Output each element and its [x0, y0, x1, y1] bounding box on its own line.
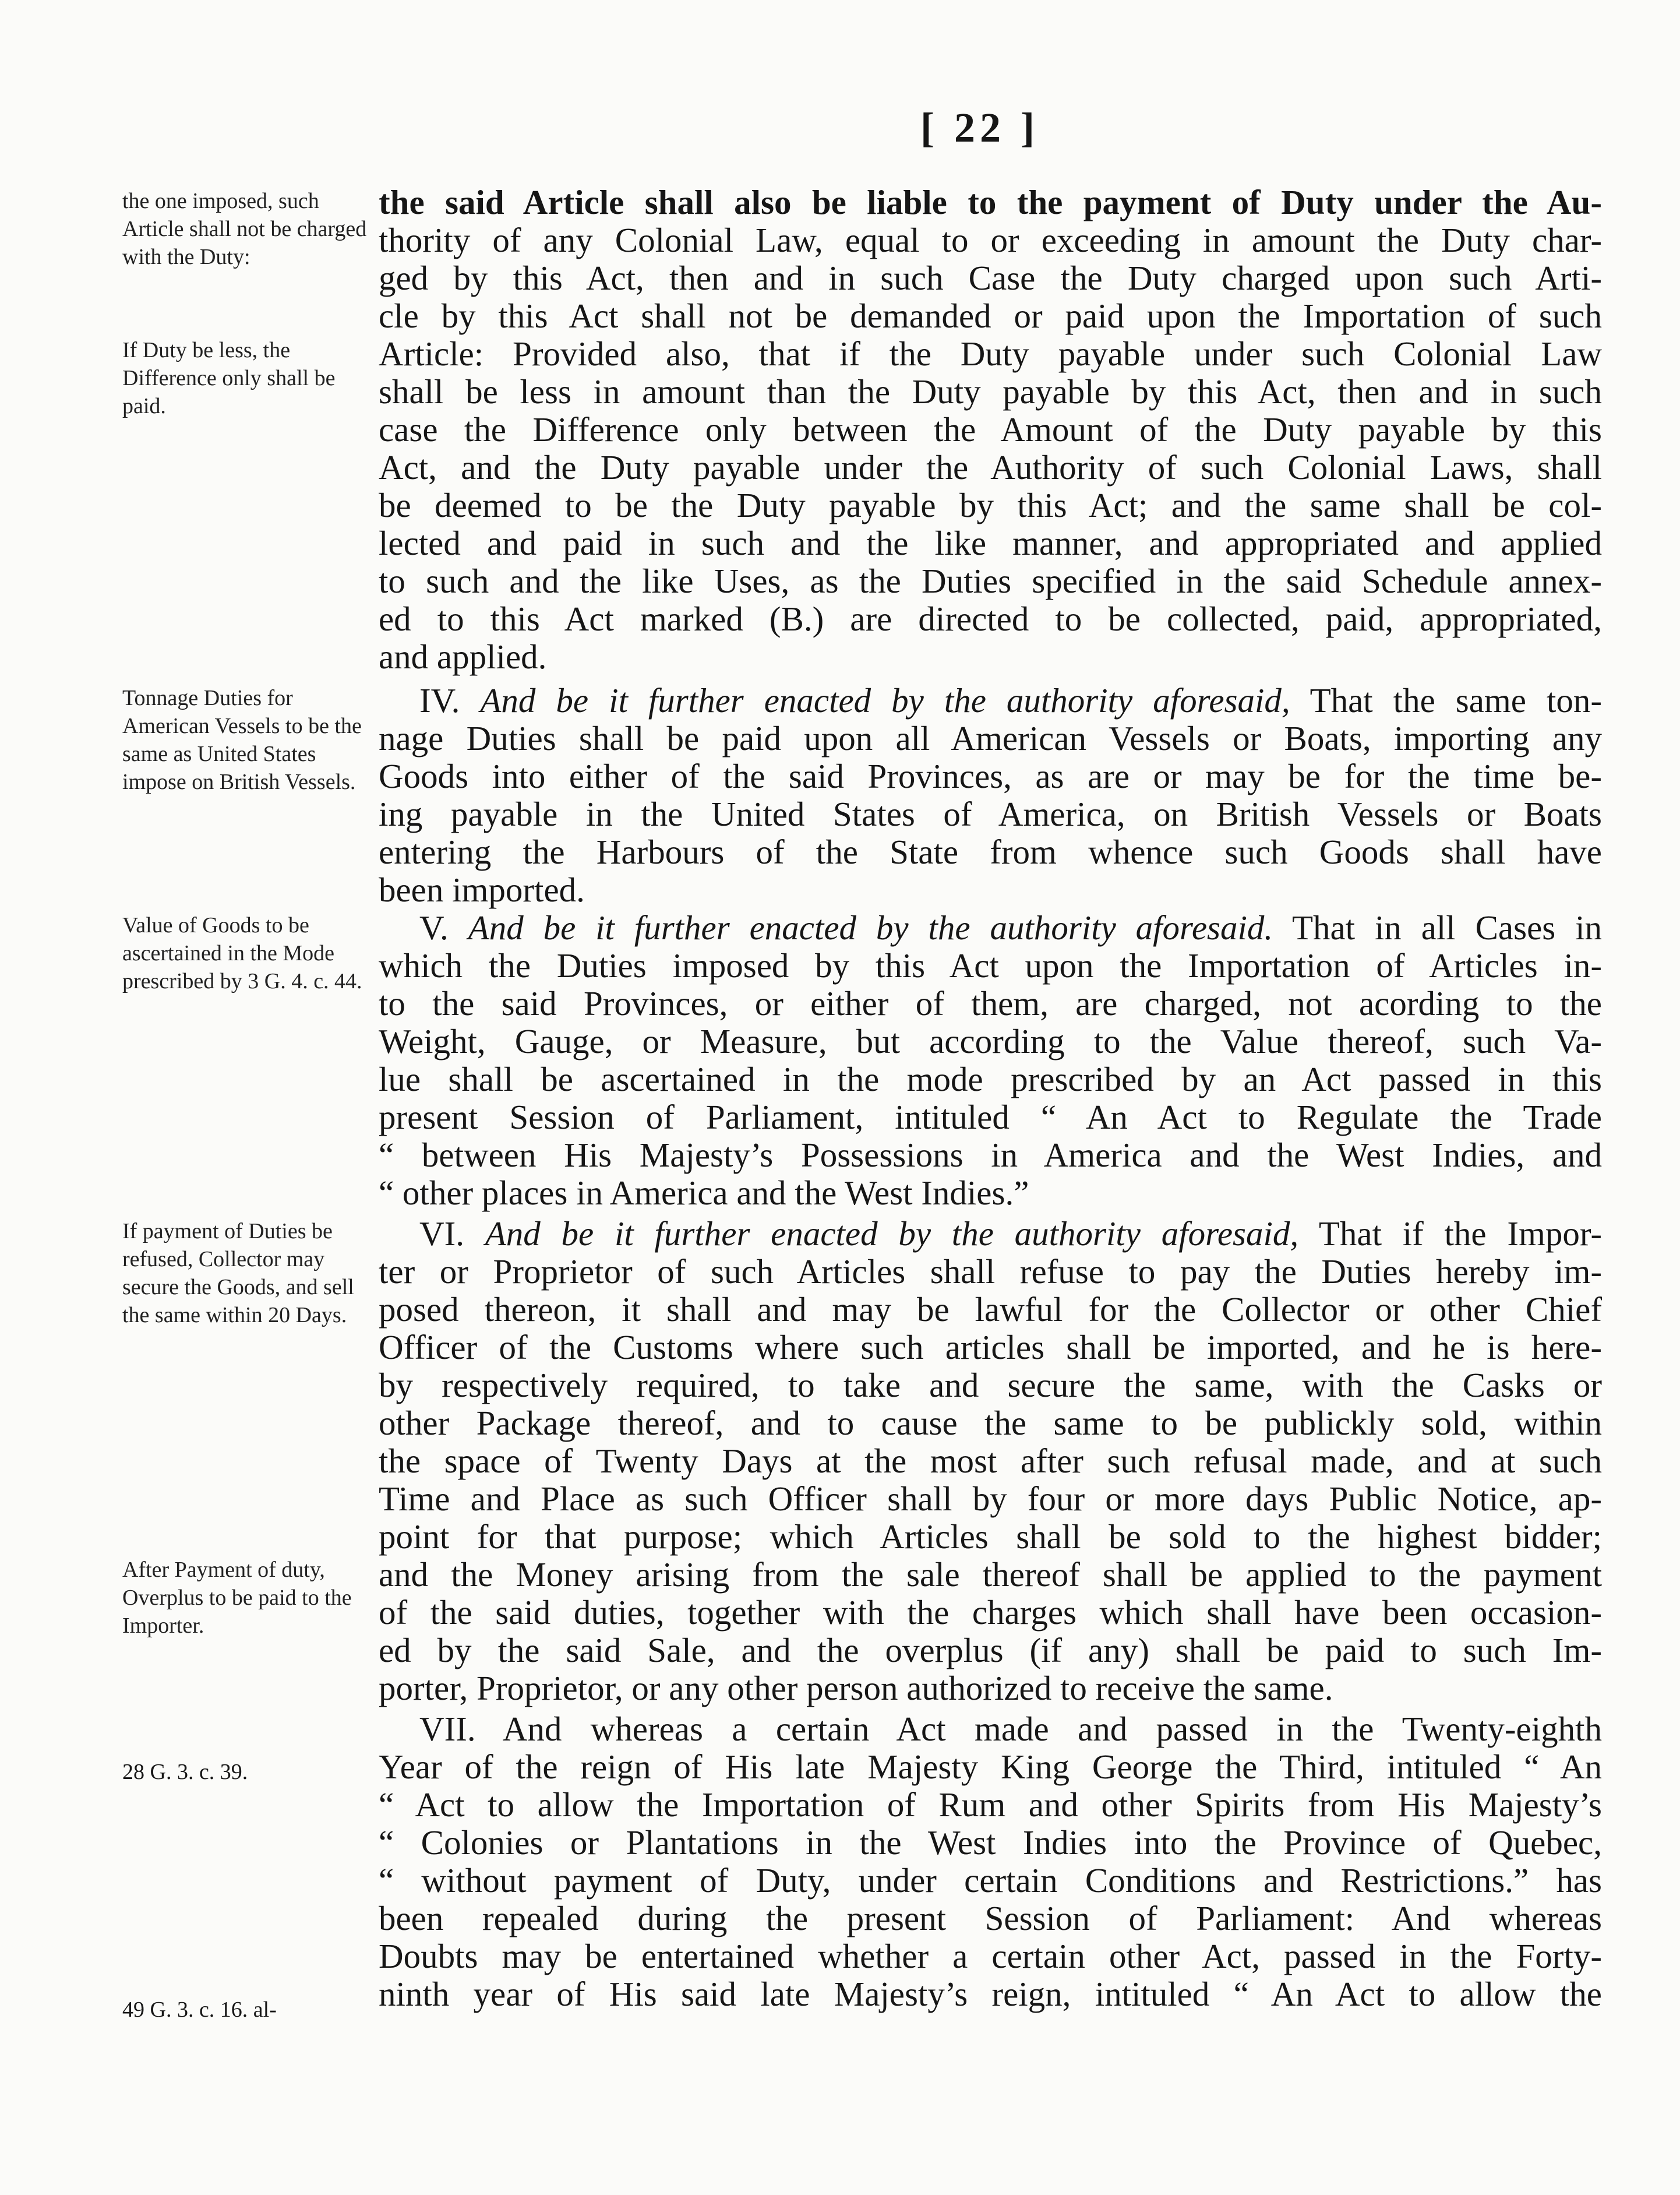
text-line: ing payable in the United States of America, on British Vessels or Boats [379, 795, 1602, 833]
text-line: Year of the reign of His late Majesty King George the Third, intituled “ An [379, 1748, 1602, 1786]
text-line: the space of Twenty Days at the most after such refusal made, and at such [379, 1442, 1602, 1480]
section-numeral: V. [419, 909, 449, 947]
text-line: lue shall be ascertained in the mode prescribed by an Act passed in this [379, 1060, 1602, 1098]
margin-note-overplus: After Payment of duty, Overplus to be paid to the Importer. [122, 1558, 352, 1638]
paragraph-vi [379, 1215, 1602, 1707]
text-line: Time and Place as such Officer shall by four or more days Public Notice, ap- [379, 1480, 1602, 1518]
margin-citation-49-g3: 49 G. 3. c. 16. al- [122, 1997, 277, 2022]
text-line: lected and paid in such and the like manner, and appropriated and applied [379, 524, 1602, 562]
paragraph-vii [379, 1710, 1602, 2013]
text-line: ed by the said Sale, and the overplus (if any) shall be paid to such Im- [379, 1632, 1602, 1669]
text-line: nage Duties shall be paid upon all American Vessels or Boats, importing any [379, 720, 1602, 757]
text-line: and the Money arising from the sale thereof shall be applied to the payment [379, 1556, 1602, 1594]
text-line: “ without payment of Duty, under certain Conditions and Restrictions.” has [379, 1862, 1602, 1900]
text-line: cle by this Act shall not be demanded or paid upon the Importation of such [379, 297, 1602, 335]
text-line: be deemed to be the Duty payable by this Act; and the same shall be col- [379, 487, 1602, 524]
page-number: [ 22 ] [920, 104, 1039, 151]
section-numeral: VI. [419, 1215, 465, 1253]
text-fragment: That if the Impor- [1318, 1215, 1602, 1253]
text-line: present Session of Parliament, intituled “ An Act to Regulate the Trade [379, 1098, 1602, 1136]
text-line: “ between His Majesty’s Possessions in America and the West Indies, and [379, 1136, 1602, 1174]
text-line: ed to this Act marked (B.) are directed to be collected, paid, appropriated, [379, 600, 1602, 638]
margin-note-refused: If payment of Duties be refused, Collector may secure the Goods, and sell the same within 20 Days. [122, 1219, 354, 1327]
text-line: “ Colonies or Plantations in the West Indies into the Province of Quebec, [379, 1824, 1602, 1862]
text-line: by respectively required, to take and secure the same, with the Casks or [379, 1366, 1602, 1404]
text-line: shall be less in amount than the Duty payable by this Act, then and in such [379, 373, 1602, 411]
text-line [379, 1215, 1602, 1253]
text-line: been imported. [379, 871, 585, 909]
text-line: to such and the like Uses, as the Duties specified in the said Schedule annex- [379, 562, 1602, 600]
text-line: the said Article shall also be liable to the payment of Duty under the Au- [379, 184, 1602, 221]
section-numeral: IV. [419, 682, 460, 720]
text-line: other Package thereof, and to cause the same to be publickly sold, within [379, 1404, 1602, 1442]
text-line: “ Act to allow the Importation of Rum and other Spirits from His Majesty’s [379, 1786, 1602, 1824]
enacting-clause: And be it further enacted by the authority aforesaid. [468, 909, 1273, 947]
paragraph-iv [379, 682, 1602, 909]
margin-note-difference: If Duty be less, the Difference only shall be paid. [122, 338, 336, 418]
text-line: to the said Provinces, or either of them, are charged, not acording to the [379, 985, 1602, 1023]
margin-note-tonnage: Tonnage Duties for American Vessels to be the same as United States impose on British Vessels. [122, 686, 362, 794]
text-line: posed thereon, it shall and may be lawful for the Collector or other Chief [379, 1291, 1602, 1329]
text-fragment: That in all Cases in [1291, 909, 1602, 947]
text-line: VII. And whereas a certain Act made and passed in the Twenty-eighth [419, 1710, 1602, 1748]
text-line: Doubts may be entertained whether a certain other Act, passed in the Forty- [379, 1937, 1602, 1975]
text-line: Goods into either of the said Provinces, as are or may be for the time be- [379, 757, 1602, 795]
text-line: point for that purpose; which Articles shall be sold to the highest bidder; [379, 1518, 1602, 1556]
text-line: “ other places in America and the West Indies.” [379, 1174, 1029, 1212]
text-line: Officer of the Customs where such articles shall be imported, and he is here- [379, 1329, 1602, 1366]
text-line: case the Difference only between the Amount of the Duty payable by this [379, 411, 1602, 449]
paragraph-continuation [379, 184, 1602, 676]
margin-citation-28-g3: 28 G. 3. c. 39. [122, 1760, 248, 1784]
text-line: been repealed during the present Session of Parliament: And whereas [379, 1900, 1602, 1937]
text-line: Weight, Gauge, or Measure, but according to the Value thereof, such Va- [379, 1023, 1602, 1060]
text-fragment: That the same ton- [1310, 682, 1602, 720]
enacting-clause: And be it further enacted by the authority aforesaid, [485, 1215, 1299, 1253]
text-line: of the said duties, together with the charges which shall have been occasion- [379, 1594, 1602, 1632]
text-line: porter, Proprietor, or any other person authorized to receive the same. [379, 1669, 1333, 1707]
margin-note-not-charged: the one imposed, such Article shall not be charged with the Duty: [122, 189, 367, 269]
text-line: entering the Harbours of the State from whence such Goods shall have [379, 833, 1602, 871]
text-line: which the Duties imposed by this Act upon the Importation of Articles in- [379, 947, 1602, 985]
enacting-clause: And be it further enacted by the authority aforesaid, [480, 682, 1290, 720]
text-line [379, 682, 1602, 720]
text-line: ged by this Act, then and in such Case the Duty charged upon such Arti- [379, 259, 1602, 297]
text-line: thority of any Colonial Law, equal to or exceeding in amount the Duty char- [379, 221, 1602, 259]
text-line: ninth year of His said late Majesty’s reign, intituled “ An Act to allow the [379, 1975, 1602, 2013]
paragraph-v [379, 909, 1602, 1212]
text-line: Article: Provided also, that if the Duty payable under such Colonial Law [379, 335, 1602, 373]
text-line: Act, and the Duty payable under the Authority of such Colonial Laws, shall [379, 449, 1602, 487]
text-line: and applied. [379, 638, 547, 676]
text-line: ter or Proprietor of such Articles shall refuse to pay the Duties hereby im- [379, 1253, 1602, 1291]
text-line [379, 909, 1602, 947]
margin-note-value: Value of Goods to be ascertained in the Mode prescribed by 3 G. 4. c. 44. [122, 913, 362, 993]
